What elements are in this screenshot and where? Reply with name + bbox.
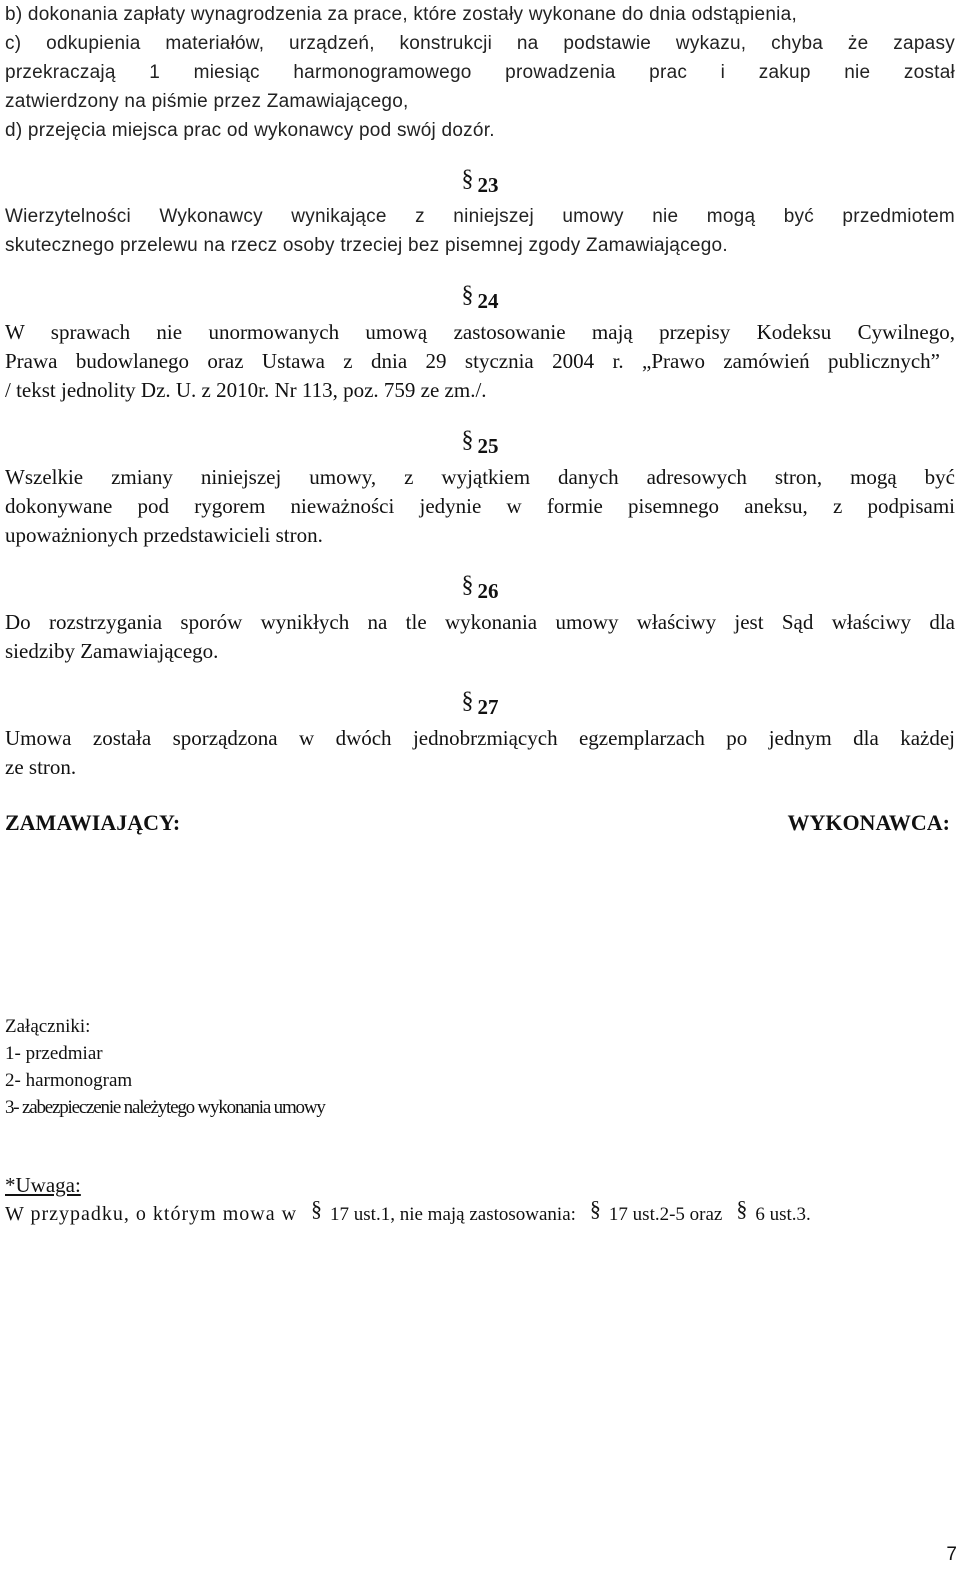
intro-line-c-cont: przekraczają 1 miesiąc harmonogramowego prowadzenia prac i zakup nie został — [5, 62, 955, 83]
section-24-text — [5, 318, 955, 405]
page-number: 7 — [946, 1544, 957, 1565]
section-26-text — [5, 608, 955, 666]
section-25-line-3: upoważnionych przedstawicieli stron. — [5, 523, 323, 547]
attachment-item: 1- przedmiar — [5, 1043, 103, 1064]
section-25-line-1: Wszelkie zmiany niniejszej umowy, z wyjątkiem danych adresowych stron, mogą być — [5, 465, 955, 489]
signature-ordering-party: ZAMAWIAJĄCY: — [5, 810, 181, 835]
section-27-heading — [0, 688, 960, 721]
section-symbol: § — [311, 1196, 323, 1221]
section-number: 27 — [477, 695, 499, 719]
intro-line-c: c) odkupienia materiałów, urządzeń, konstrukcji na podstawie wykazu, chyba że zapasy — [5, 33, 955, 54]
section-symbol: § — [736, 1196, 748, 1221]
section-27-line-1: Umowa została sporządzona w dwóch jednobrzmiących egzemplarzach po jednym dla każdej — [5, 726, 955, 750]
section-24-line-2: Prawa budowlanego oraz Ustawa z dnia 29 stycznia 2004 r. „Prawo zamówień publicznych” — [5, 349, 940, 373]
note-text-part: 17 ust.2-5 oraz — [608, 1204, 723, 1225]
section-26-heading — [0, 572, 960, 605]
section-symbol: § — [461, 427, 474, 453]
signature-contractor: WYKONAWCA: — [787, 810, 950, 835]
attachment-item: 3- zabezpieczenie należytego wykonania umowy — [5, 1097, 325, 1118]
note-text-part: 17 ust.1, nie mają zastosowania: — [330, 1204, 576, 1225]
section-23-text — [5, 202, 955, 260]
attachments-list — [5, 1013, 325, 1121]
section-23-line-1: Wierzytelności Wykonawcy wynikające z niniejszej umowy nie mogą być przedmiotem — [5, 206, 955, 227]
note-title: *Uwaga: — [5, 1173, 81, 1197]
section-26-line-1: Do rozstrzygania sporów wynikłych na tle wykonania umowy właściwy jest Sąd właściwy dla — [5, 610, 955, 634]
section-symbol: § — [461, 282, 474, 308]
section-24-heading — [0, 282, 960, 315]
section-number: 26 — [477, 579, 499, 603]
section-26-line-2: siedziby Zamawiającego. — [5, 639, 219, 663]
section-number: 24 — [477, 289, 499, 313]
section-symbol: § — [461, 572, 474, 598]
section-symbol: § — [589, 1196, 601, 1221]
section-25-line-2: dokonywane pod rygorem nieważności jedynie w formie pisemnego aneksu, z podpisami — [5, 494, 955, 518]
note-text-part: W przypadku, o którym mowa w — [5, 1203, 298, 1225]
section-number: 25 — [477, 434, 499, 458]
attachments-title: Załączniki: — [5, 1016, 91, 1037]
section-27-line-2: ze stron. — [5, 755, 77, 779]
attachment-item: 2- harmonogram — [5, 1070, 133, 1091]
section-24-line-1: W sprawach nie unormowanych umową zastosowanie mają przepisy Kodeksu Cywilnego, — [5, 320, 955, 344]
intro-list — [5, 0, 955, 145]
section-23-line-2: skutecznego przelewu na rzecz osoby trzeciej bez pisemnej zgody Zamawiającego. — [5, 235, 728, 256]
section-number: 23 — [477, 173, 499, 197]
section-symbol: § — [461, 688, 474, 714]
section-24-line-3: / tekst jednolity Dz. U. z 2010r. Nr 113, poz. 759 ze zm./. — [5, 378, 487, 402]
section-25-text — [5, 463, 955, 550]
intro-line-c-end: zatwierdzony na piśmie przez Zamawiającego, — [5, 91, 409, 112]
intro-line-b: b) dokonania zapłaty wynagrodzenia za prace, które zostały wykonane do dnia odstąpienia, — [5, 4, 797, 25]
section-symbol: § — [461, 166, 474, 192]
section-27-text — [5, 724, 955, 782]
note-text-part: 6 ust.3. — [755, 1204, 811, 1225]
intro-line-d: d) przejęcia miejsca prac od wykonawcy pod swój dozór. — [5, 120, 495, 141]
note-body — [5, 1196, 811, 1229]
section-23-heading — [0, 166, 960, 199]
section-25-heading — [0, 427, 960, 460]
note — [5, 1171, 811, 1229]
